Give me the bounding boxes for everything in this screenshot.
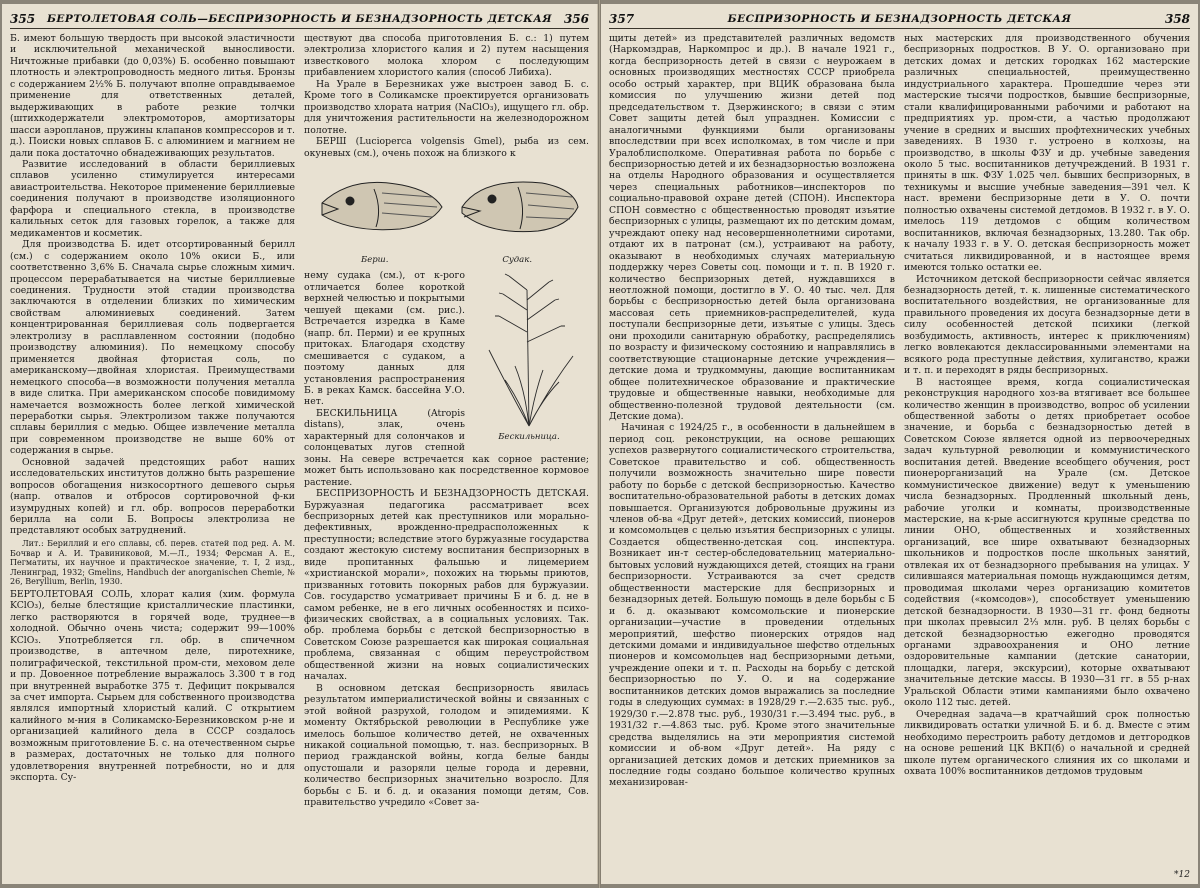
- paragraph: Основной задачей предстоящих работ наших исследовательских институтов должно быть разрешение вопросов обогащения низкосортного дешевого сырья (напр. отвалов и отбросов сортировочной ф-ки изумрудных копей) и гл. обр. вопросов переработки берилла на соли Б. Вопросы электролиза не представляют особых затруднений.: [10, 456, 295, 537]
- paragraph: На Урале в Березниках уже выстроен завод Б. с. Кроме того в Соликамске проектируется организовать производство хлората натрия (NaClO₃), ищущего гл. обр. для уничтожения растительности на железнодорожном полотне.: [304, 78, 589, 136]
- grass-plant-drawing: [469, 270, 589, 428]
- column-2: [304, 33, 589, 881]
- paragraph: ществуют два способа приготовления Б. с.: 1) путем электролиза хлористого калия и 2) путем насыщения известкового молока хлором с последующим прибавлением хлористого калия (способ Либиха).: [304, 33, 589, 79]
- right-page: [601, 4, 1198, 884]
- column-3: [609, 33, 895, 881]
- literature-note: Лит.: Бериллий и его сплавы, сб. перев. статей под ред. А. М. Бочвар и А. И. Травиниковой, М.—Л., 1934; Ферсман А. Е., Пегматиты, их научное и практическое значение, т. I, 2 изд., Ленинград, 1932; Gmelins, Handbuch der anorganischen Chemie, № 26, Beryllium, Berlin, 1930.: [10, 538, 295, 587]
- right-page-columns: [609, 33, 1190, 881]
- paragraph: щиты детей» из представителей различных ведомств (Наркомздрав, Наркомпрос и др.). В начале 1921 г., когда беспризорность детей в связи с неурожаем в основных производящих местностях СССР приобрела особо острый характер, при ВЦИК образована была комиссия по улучшению жизни детей под председательством т. Дзержинского; в связи с этим Совет защиты детей был упразднен. Комиссии с аналогичными функциями были организованы впоследствии при всех исполкомах, в том числе и при Уралоблисполкоме. Оперативная работа по борьбе с беспризорностью детей и их безнадзорностью возложена на отделы Народного образования и осуществляется через специальных работников—инспекторов по социально-правовой охране детей (СПОН). Инспектора СПОН совместно с общественностью проводят изъятие беспризорных с улицы, размещают их по детским домам, учреждают опеку над несовершеннолетними сиротами, отдают их в патронат (см.), устраивают на работу, оказывают в необходимых случаях материальную поддержку через Советы соц. помощи и т. п. В 1920 г. количество беспризорных детей, нуждавшихся в неотложной помощи, достигло в У. О. 40 тыс. чел. Для борьбы с беспризорностью детей была организована массовая сеть приемников-распределителей, куда поступали беспризорные дети, изъятые с улицы. Здесь они проходили санитарную обработку, распределялись по возрасту и физическому состоянию и направлялись в соответствующие стационарные детские учреждения—детские дома и трудкоммуны, дающие воспитанникам общее политехническое образование и практические трудовые и общественные навыки, необходимые для общественно-полезной трудовой деятельности (см. Детские дома).: [609, 33, 895, 422]
- paragraph: Для производства Б. идет отсортированный берилл (см.) с содержанием около 10% окиси Б., или соответственно 3,6% Б. Сначала сырье сложным химич. процессом перерабатывается на чистые бериллиевые соединения. Трудности этой стадии производства заключаются в отделении близких по химическим свойствам алюминиевых соединений. Затем концентрированная бериллиевая соль подвергается электролизу в расплавленном состоянии (подобно производству алюминия). По немецкому способу применяется двойная фтористая соль, по американскому—двойная хлористая. Преимуществами немецкого способа—в возможности получения металла в виде слитка. При американском способе повидимому намечается возможность более легкой химической переработки сырья. Электролизом также получаются сплавы бериллия с медью. Общее извлечение металла при современном производстве не выше 60% от содержания в сырье.: [10, 239, 295, 457]
- fish-caption-sudak: Судак.: [502, 254, 533, 265]
- left-page-columns: [10, 33, 589, 881]
- signature-mark: *12: [1174, 870, 1190, 880]
- entry-besprizornost: БЕСПРИЗОРНОСТЬ И БЕЗНАДЗОРНОСТЬ ДЕТСКАЯ. Буржуазная педагогика рассматривает всех беспризорных детей как преступников или морально-дефективных, врожденно-предрасположенных к преступности; вследствие этого буржуазные государства создают жестокую систему воспитания беспризорных в виде пропитанных фальшью и лицемерием «христианской морали», похожих на тюрьмы приютов, призванных готовить покорных рабов для буржуазии. Сов. государство усматривает причины Б и б. д. не в самом ребенке, не в его личных особенностях и психо-физических свойствах, а в социальных условиях. Так. обр. проблема борьбы с детской беспризорностью в Советском Союзе разрешается как широкая социальная проблема, связанная с общим переустройством общественной жизни на новых социалистических началах.: [304, 488, 589, 683]
- plant-illustration: [469, 270, 589, 443]
- running-head-left: БЕРТОЛЕТОВАЯ СОЛЬ—БЕСПРИЗОРНОСТЬ И БЕЗНАДЗОРНОСТЬ ДЕТСКАЯ: [46, 13, 553, 25]
- fish-illustration: [304, 163, 589, 266]
- column-1: [10, 33, 295, 881]
- left-page: [2, 4, 598, 884]
- entry-beskilnitsa: БЕСКИЛЬНИЦА (Atropis distans), злак, очень характерный для солончаков и солонцеватых лугов степной зоны. На севере встречается как сорное растение; может быть использовано как посредственное кормовое растение.: [304, 407, 589, 488]
- fish-heads-drawing: [312, 163, 582, 255]
- right-page-header: [609, 10, 1190, 29]
- page-number-356: 356: [563, 12, 589, 26]
- paragraph: Источником детской беспризорности сейчас является безнадзорность детей, т. к. лишенные систематического воспитательного воздействия, не организованные для правильного проведения их досуга безнадзорные дети в силу особенностей детской психики (легкой возбудимость, активность, интерес к приключениям) легко вовлекаются деклассированными элементами на всякого рода преступные действия, хулиганство, кражи и т. п. и переходят в ряды беспризорных.: [904, 273, 1190, 377]
- left-page-header: [10, 10, 589, 29]
- paragraph: Начиная с 1924/25 г., в особенности в дальнейшем в период соц. реконструкции, на основе решающих успехов развернутого социалистического строительства, Советское правительство и соб. общественность получили возможность значительно шире повести работу по борьбе с детской беспризорностью. Качество воспитательно-образовательной работы в детских домах повышается. Организуются добровольные дружины из членов об-ва «Друг детей», детских комиссий, пионеров и комсомольцев с целью изъятия беспризорных с улицы. Создается общественно-детская соц. инспектура. Возникает ин-т сестер-обследовательниц материально-бытовых условий нуждающихся детей, стоящих на грани беспризорности. Устраиваются за счет средств общественности мастерские для беспризорных и безнадзорных детей. Большую помощь в деле борьбы с Б и б. д. оказывают комсомольские и пионерские организации—участие в проведении отдельных мероприятий, шефство пионерских отрядов над детскими домами и индивидуальное шефство отдельных пионеров и комсомольцев над беспризорными детьми, учреждение опеки и т. п. Расходы на борьбу с детской беспризорностью по У. О. и на содержание воспитанников детских домов выражались за последние годы в следующих суммах: в 1928/29 г.—2.635 тыс. руб., 1929/30 г.—2.878 тыс. руб., 1930/31 г.—3.494 тыс. руб., в 1931/32 г.—4.863 тыс. руб. Кроме этого значительные средства выделялись на эти мероприятия системой комиссии и об-вом «Друг детей». На ряду с организацией детских домов и детских приемников за последние годы создано большое количество крупных механизирован-: [609, 422, 895, 789]
- plant-caption: Бескильница.: [498, 431, 560, 442]
- entry-bertholet-salt: БЕРТОЛЕТОВАЯ СОЛЬ, хлорат калия (хим. формула KClO₃), белые блестящие кристаллические пластинки, легко растворяются в горячей воде, труднее—в холодной. Обычно очень чиста; содержит 99—100% KClO₃. Употребляется гл. обр. в спичечном производстве, в аптечном деле, пиротехнике, полиграфической, текстильной пром-сти, меховом деле и пр. Довоенное потребление выражалось 3.300 т в год при внутренней выработке 375 т. Дефицит покрывался за счет импорта. Сырьем для собственного производства являлся импортный хлористый калий. С открытием калийного м-ния в Соликамско-Березниковском р-не и организацией калийного дела в СССР создалось возможным приготовление Б. с. на отечественном сырье в размерах, достаточных не только для полного удовлетворения внутренней потребности, но и для экспорта. Су-: [10, 588, 295, 784]
- column-4: [904, 33, 1190, 881]
- running-head-right: БЕСПРИЗОРНОСТЬ И БЕЗНАДЗОРНОСТЬ ДЕТСКАЯ: [727, 13, 1072, 25]
- paragraph: Развитие исследований в области бериллиевых сплавов усиленно стимулируется интересами авиастроительства. Некоторое применение бериллиевые соединения получают в производстве изоляционного фарфора и специального стекла, в производстве калильных сеток для газовых горелок, а также для медикаментов и косметик.: [10, 158, 295, 239]
- paragraph: Б. имеют большую твердость при высокой эластичности и исключительной механической выносливости. Ничтожные прибавки (до 0,03%) Б. особенно повышают плотность и электропроводность медного литья. Бронзы с содержанием 2½% Б. получают вполне оправдываемое применение для ответственных деталей, выдерживающих в работе резкие толчки (штихкодержатели электромоторов, амортизаторы шасси аэропланов, пружины клапанов компрессоров и т. д.). Поиски новых сплавов Б. с алюминием и магнием не дали пока достаточно обнадеживающих результатов.: [10, 33, 295, 159]
- paragraph: нему судака (см.), от к-рого отличается более короткой верхней челюстью и покрытыми чешуей щеками (см. рис.). Встречается изредка в Каме (напр. бл. Перми) и ее крупных притоках. Благодаря сходству смешивается с судаком, а поэтому данных для установления распространения Б. в реках Камск. бассейна У.О. нет.: [304, 270, 465, 408]
- entry-bersh: БЕРШ (Lucioperca volgensis Gmel), рыба из сем. окуневых (см.), очень похож на близкого к: [304, 136, 589, 159]
- fish-caption-bersh: Берш.: [360, 254, 389, 265]
- paragraph: В настоящее время, когда социалистическая реконструкция народного хоз-ва втягивает все большее количество женщин в производство, вопрос об усилении общественной заботы о детях приобретает особое значение, и борьба с безнадзорностью детей в Советском Союзе является одной из первоочередных задач культурной революции и коммунистического воспитания детей. Введение всеобщего обучения, рост пионерорганизаций на Урале (см. Детское коммунистическое движение) ведут к уменьшению числа безнадзорных. Продленный школьный день, рабочие уголки и комнаты, производственные мастерские, на к-рые ассигнуются крупные средства по линии ОНО, общественных и хозяйственных организаций, все шире охватывают безнадзорных школьников и подростков после школьных занятий, отвлекая их от безнадзорного пребывания на улицах. У силившаяся материальная помощь нуждающимся детям, проводимая школами через организацию комитетов содействия («комсодов»), способствует уменьшению детской безнадзорности. В 1930—31 гг. фонд бедноты при школах превысил 2⅓ млн. руб. В целях борьбы с детской безнадзорностью ежегодно проводятся органами здравоохранения и ОНО летние оздоровительные кампании (детские санатории, площадки, лагеря, экскурсии), которые охватывают значительные детские массы. В 1930—31 гг. в 55 р-нах Уральской Области этими кампаниями было охвачено около 112 тыс. детей.: [904, 376, 1190, 709]
- page-number-355: 355: [10, 12, 36, 26]
- page-number-358: 358: [1164, 12, 1190, 26]
- page-number-357: 357: [609, 12, 635, 26]
- paragraph: Очередная задача—в кратчайший срок полностью ликвидировать остатки уличной Б. и б. д. Вместе с этим необходимо перестроить работу детдомов и детгородков на основе решений ЦК ВКП(б) о начальной и средней школе путем органического слияния их со школами и охвата 100% воспитанников детдомов трудовым: [904, 708, 1190, 777]
- paragraph: В основном детская беспризорность явилась результатом империалистической войны и связанных с этой войной разрухой, голодом и эпидемиями. К моменту Октябрьской революции в Республике уже имелось большое количество детей, не охваченных никакой социальной помощью, т. наз. беспризорных. В период гражданской войны, когда белые банды опустошали и разоряли целые города и деревни, количество беспризорных значительно возросло. Для борьбы с Б. и б. д. и оказания помощи детям, Сов. правительство учредило «Совет за-: [304, 682, 589, 809]
- paragraph: ных мастерских для производственного обучения беспризорных подростков. В У. О. организовано при детских домах и детских городках 162 мастерские различных специальностей, преимущественно индустриального характера. Прошедшие через эти мастерские тысячи подростков, бывшие беспризорные, стали квалифицированными рабочими и работают на предприятиях ур. пром-сти, а частью продолжают учение в средних и высших профтехнических учебных заведениях. В 1930 г. устроено в колхозы, на производство, в школы ФЗУ и др. учебные заведения около 5 тыс. воспитанников детучреждений. В 1931 г. приняты в шк. ФЗУ 1.025 чел. бывших беспризорных, в техникумы и высшие учебные заведения—391 чел. К наст. времени беспризорные дети в У. О. почти полностью охвачены системой детдомов. В 1932 г. в У. О. имелось 119 детдомов с общим количеством воспитанников, включая безнадзорных, 13.280. Так обр. к началу 1933 г. в У. О. детская беспризорность может считаться ликвидированной, и в настоящее время имеются только остатки ее.: [904, 33, 1190, 274]
